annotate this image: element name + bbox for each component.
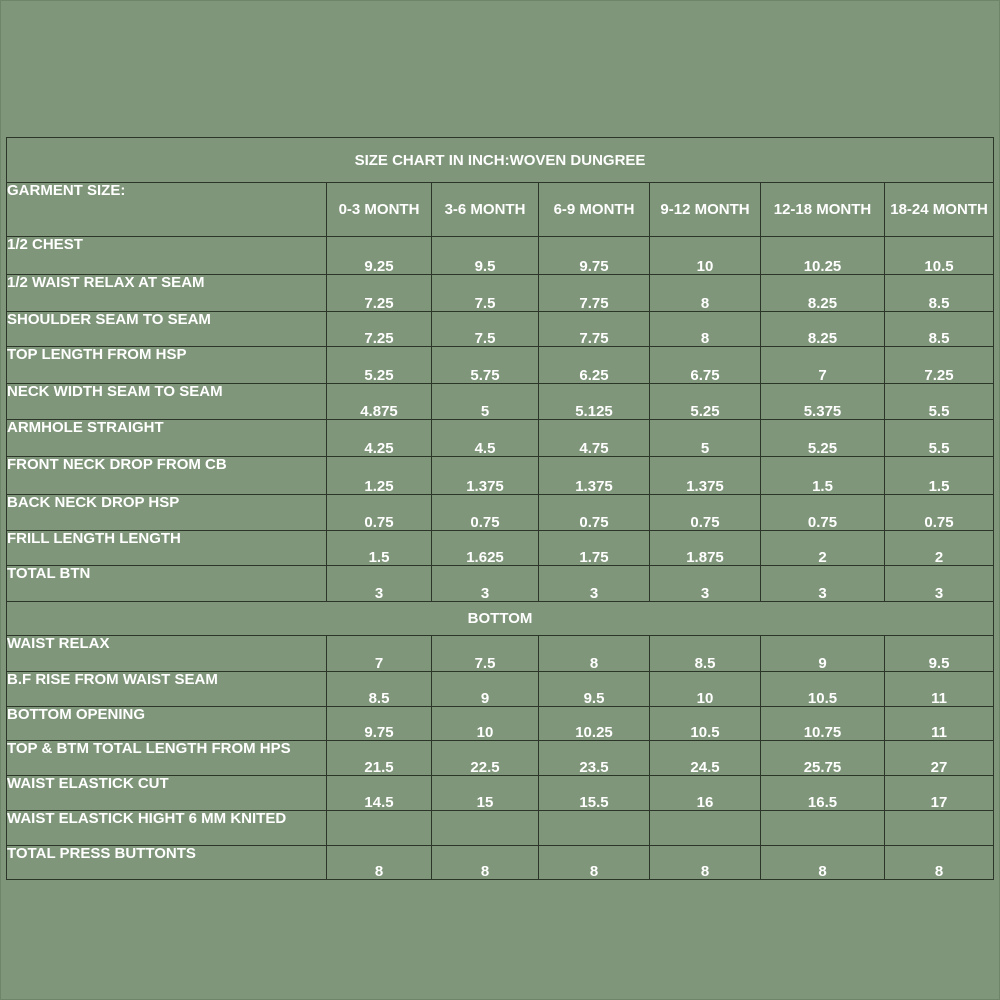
measurement-label: FRILL LENGTH LENGTH bbox=[7, 531, 327, 566]
measurement-value: 8 bbox=[432, 846, 539, 880]
measurement-value bbox=[539, 811, 650, 846]
measurement-row bbox=[7, 741, 994, 776]
measurement-value: 5.75 bbox=[432, 347, 539, 384]
measurement-value: 3 bbox=[885, 566, 994, 602]
measurement-row bbox=[7, 566, 994, 602]
measurement-value: 0.75 bbox=[885, 495, 994, 531]
measurement-value: 16 bbox=[650, 776, 761, 811]
measurement-value: 1.5 bbox=[885, 457, 994, 495]
measurement-value: 8 bbox=[539, 636, 650, 672]
measurement-value: 10 bbox=[432, 707, 539, 741]
measurement-label: 1/2 CHEST bbox=[7, 237, 327, 275]
measurement-value: 1.875 bbox=[650, 531, 761, 566]
measurement-value: 0.75 bbox=[327, 495, 432, 531]
measurement-value: 1.375 bbox=[432, 457, 539, 495]
measurement-value: 10 bbox=[650, 237, 761, 275]
measurement-value: 1.5 bbox=[761, 457, 885, 495]
measurement-value: 11 bbox=[885, 707, 994, 741]
measurement-value: 15.5 bbox=[539, 776, 650, 811]
size-header-5: 18-24 MONTH bbox=[885, 183, 994, 237]
chart-title: SIZE CHART IN INCH:WOVEN DUNGREE bbox=[7, 138, 994, 183]
measurement-row bbox=[7, 672, 994, 707]
measurement-value: 9 bbox=[761, 636, 885, 672]
measurement-label: ARMHOLE STRAIGHT bbox=[7, 420, 327, 457]
size-header-3: 9-12 MONTH bbox=[650, 183, 761, 237]
measurement-value: 5 bbox=[432, 384, 539, 420]
measurement-value: 10.75 bbox=[761, 707, 885, 741]
measurement-value: 10 bbox=[650, 672, 761, 707]
measurement-value: 10.25 bbox=[761, 237, 885, 275]
measurement-value bbox=[650, 811, 761, 846]
measurement-row bbox=[7, 531, 994, 566]
measurement-label: WAIST ELASTICK CUT bbox=[7, 776, 327, 811]
measurement-value: 5.125 bbox=[539, 384, 650, 420]
measurement-value: 8 bbox=[761, 846, 885, 880]
size-chart-body bbox=[7, 138, 994, 880]
measurement-value: 9 bbox=[432, 672, 539, 707]
measurement-value: 8.5 bbox=[885, 312, 994, 347]
measurement-value: 6.75 bbox=[650, 347, 761, 384]
measurement-value: 3 bbox=[761, 566, 885, 602]
measurement-label: BOTTOM OPENING bbox=[7, 707, 327, 741]
measurement-value: 9.5 bbox=[539, 672, 650, 707]
measurement-value: 8 bbox=[539, 846, 650, 880]
measurement-row bbox=[7, 457, 994, 495]
measurement-label: TOTAL PRESS BUTTONTS bbox=[7, 846, 327, 880]
bottom-section-row bbox=[7, 602, 994, 636]
measurement-label: SHOULDER SEAM TO SEAM bbox=[7, 312, 327, 347]
measurement-value: 1.25 bbox=[327, 457, 432, 495]
measurement-row bbox=[7, 384, 994, 420]
measurement-value: 3 bbox=[539, 566, 650, 602]
measurement-value: 0.75 bbox=[650, 495, 761, 531]
measurement-value: 8.25 bbox=[761, 312, 885, 347]
measurement-value: 14.5 bbox=[327, 776, 432, 811]
measurement-value: 5.5 bbox=[885, 384, 994, 420]
measurement-row bbox=[7, 776, 994, 811]
measurement-value: 5 bbox=[650, 420, 761, 457]
measurement-value: 16.5 bbox=[761, 776, 885, 811]
measurement-value: 11 bbox=[885, 672, 994, 707]
measurement-value: 8 bbox=[650, 846, 761, 880]
measurement-value: 8.5 bbox=[650, 636, 761, 672]
measurement-label: WAIST RELAX bbox=[7, 636, 327, 672]
measurement-value: 10.5 bbox=[761, 672, 885, 707]
measurement-value: 1.375 bbox=[650, 457, 761, 495]
measurement-value: 4.875 bbox=[327, 384, 432, 420]
measurement-value: 5.25 bbox=[761, 420, 885, 457]
size-header-1: 3-6 MONTH bbox=[432, 183, 539, 237]
measurement-value: 7.75 bbox=[539, 275, 650, 312]
measurement-value: 27 bbox=[885, 741, 994, 776]
measurement-value: 23.5 bbox=[539, 741, 650, 776]
measurement-value bbox=[885, 811, 994, 846]
measurement-value: 15 bbox=[432, 776, 539, 811]
measurement-value: 25.75 bbox=[761, 741, 885, 776]
measurement-label: 1/2 WAIST RELAX AT SEAM bbox=[7, 275, 327, 312]
bottom-section-label: BOTTOM bbox=[7, 602, 994, 636]
measurement-value: 4.25 bbox=[327, 420, 432, 457]
measurement-value: 1.75 bbox=[539, 531, 650, 566]
measurement-value: 7.5 bbox=[432, 275, 539, 312]
measurement-row bbox=[7, 811, 994, 846]
measurement-value: 5.25 bbox=[650, 384, 761, 420]
measurement-value: 0.75 bbox=[539, 495, 650, 531]
title-row bbox=[7, 138, 994, 183]
measurement-row bbox=[7, 636, 994, 672]
measurement-value bbox=[761, 811, 885, 846]
measurement-value: 2 bbox=[885, 531, 994, 566]
measurement-value: 5.375 bbox=[761, 384, 885, 420]
measurement-value: 9.75 bbox=[539, 237, 650, 275]
measurement-row bbox=[7, 347, 994, 384]
measurement-value: 1.625 bbox=[432, 531, 539, 566]
measurement-row bbox=[7, 275, 994, 312]
measurement-value: 9.25 bbox=[327, 237, 432, 275]
measurement-value: 8 bbox=[885, 846, 994, 880]
measurement-value: 21.5 bbox=[327, 741, 432, 776]
measurement-value: 7.25 bbox=[327, 312, 432, 347]
measurement-value: 9.5 bbox=[885, 636, 994, 672]
measurement-value: 10.5 bbox=[650, 707, 761, 741]
measurement-row bbox=[7, 707, 994, 741]
measurement-value: 7 bbox=[761, 347, 885, 384]
measurement-value bbox=[432, 811, 539, 846]
measurement-label: B.F RISE FROM WAIST SEAM bbox=[7, 672, 327, 707]
measurement-value: 7.25 bbox=[327, 275, 432, 312]
size-header-2: 6-9 MONTH bbox=[539, 183, 650, 237]
measurement-label: TOTAL BTN bbox=[7, 566, 327, 602]
measurement-value: 24.5 bbox=[650, 741, 761, 776]
measurement-row bbox=[7, 237, 994, 275]
header-row bbox=[7, 183, 994, 237]
measurement-value: 10.25 bbox=[539, 707, 650, 741]
measurement-label: TOP & BTM TOTAL LENGTH FROM HPS bbox=[7, 741, 327, 776]
measurement-row bbox=[7, 846, 994, 880]
measurement-value: 22.5 bbox=[432, 741, 539, 776]
measurement-value: 5.25 bbox=[327, 347, 432, 384]
measurement-row bbox=[7, 495, 994, 531]
measurement-row bbox=[7, 312, 994, 347]
measurement-value: 1.5 bbox=[327, 531, 432, 566]
measurement-value bbox=[327, 811, 432, 846]
measurement-value: 3 bbox=[327, 566, 432, 602]
measurement-value: 6.25 bbox=[539, 347, 650, 384]
measurement-value: 4.75 bbox=[539, 420, 650, 457]
measurement-label: NECK WIDTH SEAM TO SEAM bbox=[7, 384, 327, 420]
measurement-value: 0.75 bbox=[432, 495, 539, 531]
measurement-value: 0.75 bbox=[761, 495, 885, 531]
garment-size-label: GARMENT SIZE: bbox=[7, 183, 327, 237]
measurement-value: 8.25 bbox=[761, 275, 885, 312]
measurement-value: 3 bbox=[432, 566, 539, 602]
measurement-value: 7 bbox=[327, 636, 432, 672]
size-header-0: 0-3 MONTH bbox=[327, 183, 432, 237]
measurement-value: 7.5 bbox=[432, 312, 539, 347]
measurement-value: 2 bbox=[761, 531, 885, 566]
measurement-value: 3 bbox=[650, 566, 761, 602]
measurement-value: 9.75 bbox=[327, 707, 432, 741]
measurement-value: 4.5 bbox=[432, 420, 539, 457]
measurement-value: 8 bbox=[327, 846, 432, 880]
measurement-value: 8 bbox=[650, 275, 761, 312]
measurement-label: WAIST ELASTICK HIGHT 6 MM KNITED bbox=[7, 811, 327, 846]
measurement-value: 7.25 bbox=[885, 347, 994, 384]
measurement-value: 7.5 bbox=[432, 636, 539, 672]
measurement-value: 8.5 bbox=[327, 672, 432, 707]
measurement-label: TOP LENGTH FROM HSP bbox=[7, 347, 327, 384]
measurement-value: 8 bbox=[650, 312, 761, 347]
measurement-value: 9.5 bbox=[432, 237, 539, 275]
measurement-value: 5.5 bbox=[885, 420, 994, 457]
measurement-value: 8.5 bbox=[885, 275, 994, 312]
measurement-value: 1.375 bbox=[539, 457, 650, 495]
measurement-label: FRONT NECK DROP FROM CB bbox=[7, 457, 327, 495]
measurement-label: BACK NECK DROP HSP bbox=[7, 495, 327, 531]
size-header-4: 12-18 MONTH bbox=[761, 183, 885, 237]
measurement-row bbox=[7, 420, 994, 457]
measurement-value: 10.5 bbox=[885, 237, 994, 275]
measurement-value: 7.75 bbox=[539, 312, 650, 347]
measurement-value: 17 bbox=[885, 776, 994, 811]
size-chart-table bbox=[6, 137, 994, 880]
